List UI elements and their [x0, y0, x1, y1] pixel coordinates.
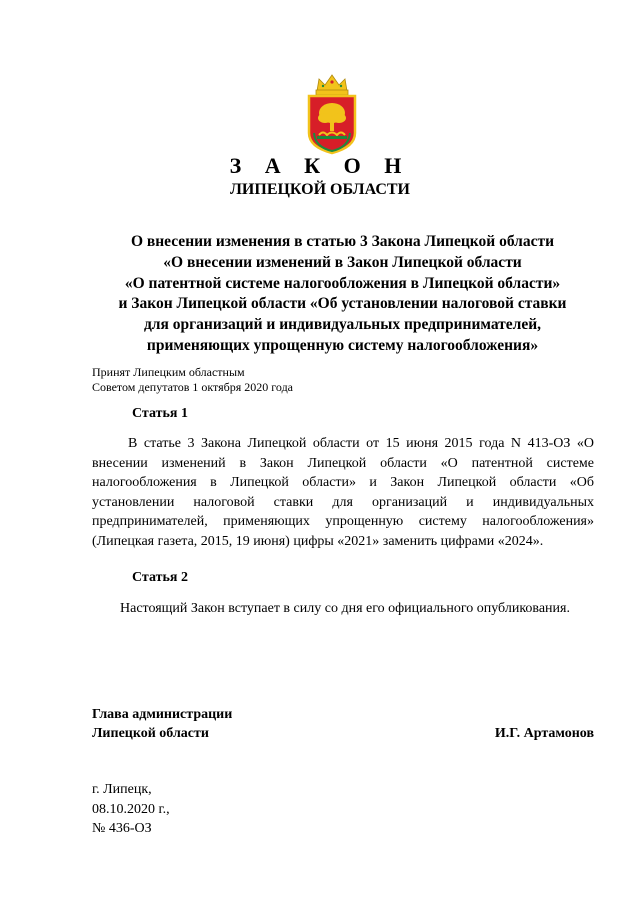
publication-details [92, 780, 170, 839]
heading-line: применяющих упрощенную систему налогообложения» [146, 336, 539, 354]
city: г. Липецк, [92, 782, 152, 797]
heading-line: для организаций и индивидуальных предпринимателей, [143, 316, 542, 334]
position-line: Глава администрации [92, 707, 233, 722]
signatory-name: И.Г. Артамонов [494, 726, 594, 741]
article-1-text: В статье 3 Закона Липецкой области от 15 июня 2015 года N 413-ОЗ «О внесении изменений в Закон Липецкой области «О патентной системе налогообложения в Липецкой области» и Закон Липецкой области «Об установлении налоговой ставки для организаций и индивидуальных предпринимателей, применяющих упрощенную систему налогообложения» (Липецкая газета, 2015, 19 июня) цифры «2021» заменить цифрами «2024». [92, 436, 594, 549]
document-type-title: З А К О Н [229, 153, 411, 178]
position-line: Липецкой области [92, 726, 209, 741]
heading-line: О внесении изменения в статью 3 Закона Липецкой области [130, 233, 555, 250]
adoption-line: Советом депутатов 1 октября 2020 года [92, 380, 293, 394]
heading-line: и Закон Липецкой области «Об установлении налоговой ставки [118, 295, 567, 313]
coat-of-arms-icon [303, 73, 361, 155]
article-2-text: Настоящий Закон вступает в силу со дня его официального опубликования. [120, 601, 570, 616]
date: 08.10.2020 г., [92, 801, 170, 817]
region-subtitle: ЛИПЕЦКОЙ ОБЛАСТИ [230, 181, 410, 198]
heading-line: «О патентной системе налогообложения в Липецкой области» [124, 274, 561, 292]
adoption-line: Принят Липецким областным [92, 365, 245, 379]
adoption-note [92, 365, 293, 395]
law-heading [80, 232, 605, 357]
article-2-title: Статья 2 [132, 570, 188, 585]
signatory-position [92, 705, 232, 743]
coat-of-arms-emblem [303, 73, 361, 155]
law-number: № 436-ОЗ [92, 821, 152, 836]
heading-line: «О внесении изменений в Закон Липецкой области [163, 253, 522, 271]
article-1-title: Статья 1 [132, 406, 188, 421]
